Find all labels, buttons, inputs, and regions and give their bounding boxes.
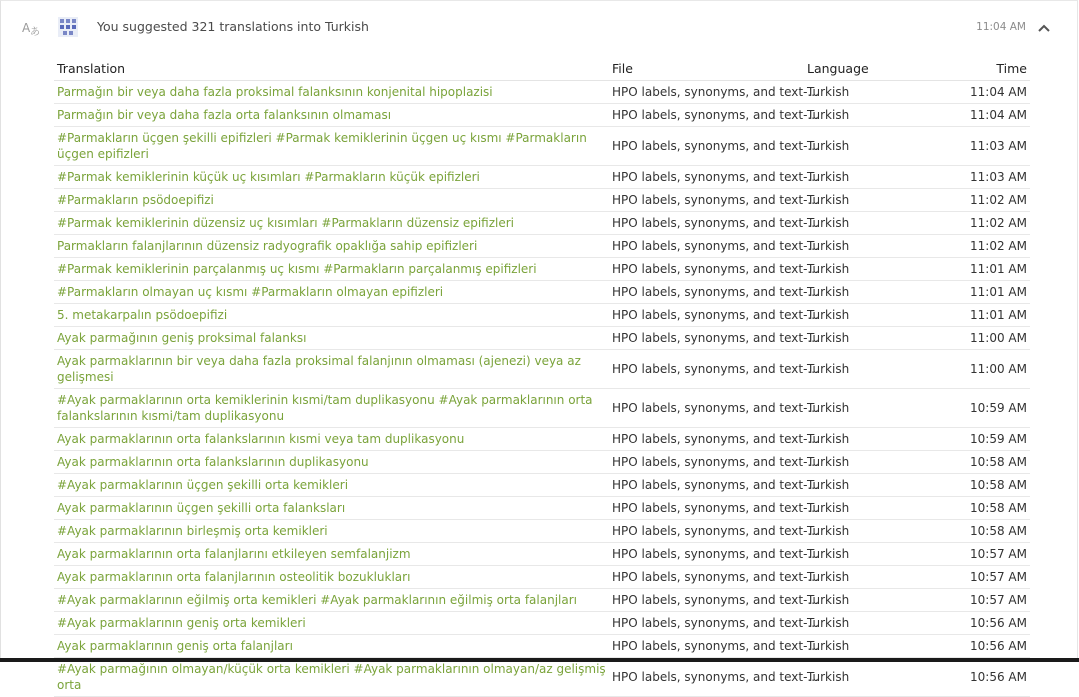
table-row <box>54 81 1030 104</box>
activity-header <box>1 1 1079 53</box>
language-cell: Turkish <box>804 451 914 474</box>
translation-link[interactable]: #Ayak parmağının olmayan/küçük orta kemikleri #Ayak parmaklarının olmayan/az gelişmiş orta <box>54 658 609 697</box>
time-cell: 11:03 AM <box>914 166 1030 189</box>
column-header-language: Language <box>804 53 914 81</box>
translation-link[interactable]: #Ayak parmaklarının orta kemiklerinin kısmi/tam duplikasyonu #Ayak parmaklarının orta falankslarının kısmi/tam duplikasyonu <box>54 389 609 428</box>
translation-link[interactable]: #Parmak kemiklerinin küçük uç kısımları #Parmakların küçük epifizleri <box>54 166 609 189</box>
activity-time: 11:04 AM <box>976 21 1026 33</box>
language-cell: Turkish <box>804 589 914 612</box>
table-row <box>54 104 1030 127</box>
time-cell: 11:00 AM <box>914 327 1030 350</box>
translation-link[interactable]: Parmağın bir veya daha fazla orta falanksının olmaması <box>54 104 609 127</box>
language-cell: Turkish <box>804 635 914 658</box>
table-row <box>54 127 1030 166</box>
file-cell: HPO labels, synonyms, and text-... <box>609 258 804 281</box>
translation-link[interactable]: Ayak parmaklarının orta falankslarının duplikasyonu <box>54 451 609 474</box>
translation-link[interactable]: Ayak parmağının geniş proksimal falanksı <box>54 327 609 350</box>
language-cell: Turkish <box>804 474 914 497</box>
translation-link[interactable]: Ayak parmaklarının orta falanjlarını etkileyen semfalanjizm <box>54 543 609 566</box>
table-row <box>54 304 1030 327</box>
table-row <box>54 281 1030 304</box>
language-cell: Turkish <box>804 497 914 520</box>
time-cell: 10:59 AM <box>914 428 1030 451</box>
translations-table-container <box>54 53 1030 697</box>
file-cell: HPO labels, synonyms, and text-... <box>609 497 804 520</box>
time-cell: 11:00 AM <box>914 350 1030 389</box>
language-cell: Turkish <box>804 327 914 350</box>
language-cell: Turkish <box>804 212 914 235</box>
svg-text:あ: あ <box>30 27 40 38</box>
translation-link[interactable]: #Parmak kemiklerinin düzensiz uç kısımları #Parmakların düzensiz epifizleri <box>54 212 609 235</box>
table-row <box>54 350 1030 389</box>
language-cell: Turkish <box>804 281 914 304</box>
identicon-avatar <box>58 17 78 37</box>
translation-link[interactable]: #Parmakların üçgen şekilli epifizleri #Parmak kemiklerinin üçgen uç kısmı #Parmakların üçgen epifizleri <box>54 127 609 166</box>
column-header-translation: Translation <box>54 53 609 81</box>
translation-link[interactable]: Parmakların falanjlarının düzensiz radyografik opaklığa sahip epifizleri <box>54 235 609 258</box>
translation-link[interactable]: Ayak parmaklarının orta falanjlarının osteolitik bozuklukları <box>54 566 609 589</box>
file-cell: HPO labels, synonyms, and text-... <box>609 474 804 497</box>
translation-link[interactable]: #Ayak parmaklarının üçgen şekilli orta kemikleri <box>54 474 609 497</box>
activity-summary: You suggested 321 translations into Turkish <box>97 19 369 34</box>
file-cell: HPO labels, synonyms, and text-... <box>609 127 804 166</box>
time-cell: 10:57 AM <box>914 589 1030 612</box>
file-cell: HPO labels, synonyms, and text-... <box>609 612 804 635</box>
time-cell: 11:01 AM <box>914 258 1030 281</box>
time-cell: 10:58 AM <box>914 497 1030 520</box>
table-row <box>54 235 1030 258</box>
translate-icon <box>22 18 42 38</box>
time-cell: 11:01 AM <box>914 281 1030 304</box>
table-row <box>54 428 1030 451</box>
table-row <box>54 520 1030 543</box>
translation-link[interactable]: #Ayak parmaklarının eğilmiş orta kemikleri #Ayak parmaklarının eğilmiş orta falanjları <box>54 589 609 612</box>
file-cell: HPO labels, synonyms, and text-... <box>609 304 804 327</box>
svg-text:A: A <box>22 21 31 35</box>
file-cell: HPO labels, synonyms, and text-... <box>609 281 804 304</box>
file-cell: HPO labels, synonyms, and text-... <box>609 81 804 104</box>
table-row <box>54 212 1030 235</box>
file-cell: HPO labels, synonyms, and text-... <box>609 327 804 350</box>
table-row <box>54 166 1030 189</box>
table-row <box>54 543 1030 566</box>
file-cell: HPO labels, synonyms, and text-... <box>609 104 804 127</box>
time-cell: 11:02 AM <box>914 189 1030 212</box>
translation-link[interactable]: Ayak parmaklarının geniş orta falanjları <box>54 635 609 658</box>
time-cell: 10:58 AM <box>914 520 1030 543</box>
time-cell: 11:01 AM <box>914 304 1030 327</box>
table-row <box>54 612 1030 635</box>
table-header-row <box>54 53 1030 81</box>
time-cell: 10:58 AM <box>914 451 1030 474</box>
language-cell: Turkish <box>804 389 914 428</box>
chevron-up-icon[interactable] <box>1037 19 1051 31</box>
file-cell: HPO labels, synonyms, and text-... <box>609 520 804 543</box>
translation-link[interactable]: 5. metakarpalın psödoepifizi <box>54 304 609 327</box>
table-row <box>54 451 1030 474</box>
translation-link[interactable]: Ayak parmaklarının bir veya daha fazla proksimal falanjının olmaması (ajenezi) veya az gelişmesi <box>54 350 609 389</box>
file-cell: HPO labels, synonyms, and text-... <box>609 166 804 189</box>
table-row <box>54 566 1030 589</box>
time-cell: 10:56 AM <box>914 635 1030 658</box>
language-cell: Turkish <box>804 235 914 258</box>
file-cell: HPO labels, synonyms, and text-... <box>609 235 804 258</box>
time-cell: 11:03 AM <box>914 127 1030 166</box>
table-row <box>54 658 1030 697</box>
file-cell: HPO labels, synonyms, and text-... <box>609 566 804 589</box>
table-row <box>54 474 1030 497</box>
column-header-time: Time <box>914 53 1030 81</box>
time-cell: 10:56 AM <box>914 612 1030 635</box>
file-cell: HPO labels, synonyms, and text-... <box>609 428 804 451</box>
translation-link[interactable]: #Ayak parmaklarının birleşmiş orta kemikleri <box>54 520 609 543</box>
language-cell: Turkish <box>804 350 914 389</box>
table-row <box>54 258 1030 281</box>
language-cell: Turkish <box>804 520 914 543</box>
file-cell: HPO labels, synonyms, and text-... <box>609 350 804 389</box>
language-cell: Turkish <box>804 612 914 635</box>
time-cell: 10:57 AM <box>914 566 1030 589</box>
time-cell: 10:58 AM <box>914 474 1030 497</box>
language-cell: Turkish <box>804 304 914 327</box>
table-row <box>54 589 1030 612</box>
file-cell: HPO labels, synonyms, and text-... <box>609 635 804 658</box>
file-cell: HPO labels, synonyms, and text-... <box>609 543 804 566</box>
time-cell: 10:56 AM <box>914 658 1030 697</box>
table-row <box>54 327 1030 350</box>
translation-link[interactable]: #Parmakların psödoepifizi <box>54 189 609 212</box>
translation-link[interactable]: #Ayak parmaklarının geniş orta kemikleri <box>54 612 609 635</box>
translation-link[interactable]: Parmağın bir veya daha fazla proksimal falanksının konjenital hipoplazisi <box>54 81 609 104</box>
time-cell: 10:59 AM <box>914 389 1030 428</box>
language-cell: Turkish <box>804 428 914 451</box>
translation-link[interactable]: #Parmak kemiklerinin parçalanmış uç kısmı #Parmakların parçalanmış epifizleri <box>54 258 609 281</box>
time-cell: 11:04 AM <box>914 104 1030 127</box>
translation-link[interactable]: Ayak parmaklarının üçgen şekilli orta falanksları <box>54 497 609 520</box>
language-cell: Turkish <box>804 566 914 589</box>
language-cell: Turkish <box>804 166 914 189</box>
file-cell: HPO labels, synonyms, and text-... <box>609 189 804 212</box>
file-cell: HPO labels, synonyms, and text-... <box>609 451 804 474</box>
window-bottom-edge <box>0 658 1079 662</box>
table-row <box>54 389 1030 428</box>
language-cell: Turkish <box>804 258 914 281</box>
table-row <box>54 189 1030 212</box>
column-header-file: File <box>609 53 804 81</box>
file-cell: HPO labels, synonyms, and text-... <box>609 212 804 235</box>
table-row <box>54 497 1030 520</box>
time-cell: 11:02 AM <box>914 212 1030 235</box>
file-cell: HPO labels, synonyms, and text-... <box>609 589 804 612</box>
translation-link[interactable]: Ayak parmaklarının orta falankslarının kısmi veya tam duplikasyonu <box>54 428 609 451</box>
file-cell: HPO labels, synonyms, and text-... <box>609 389 804 428</box>
time-cell: 10:57 AM <box>914 543 1030 566</box>
language-cell: Turkish <box>804 81 914 104</box>
language-cell: Turkish <box>804 127 914 166</box>
translations-table <box>54 53 1030 697</box>
language-cell: Turkish <box>804 189 914 212</box>
translation-link[interactable]: #Parmakların olmayan uç kısmı #Parmakların olmayan epifizleri <box>54 281 609 304</box>
language-cell: Turkish <box>804 543 914 566</box>
file-cell: HPO labels, synonyms, and text-... <box>609 658 804 697</box>
time-cell: 11:04 AM <box>914 81 1030 104</box>
language-cell: Turkish <box>804 658 914 697</box>
table-row <box>54 635 1030 658</box>
time-cell: 11:02 AM <box>914 235 1030 258</box>
language-cell: Turkish <box>804 104 914 127</box>
